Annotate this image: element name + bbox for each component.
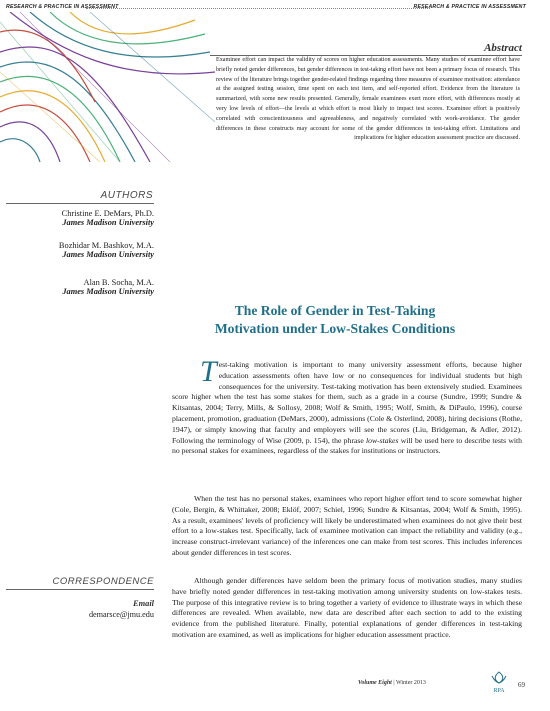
body-paragraph-1 — [172, 355, 522, 457]
author-name: Christine E. DeMars, Ph.D. — [61, 209, 154, 218]
footer-issue: Winter 2013 — [395, 680, 426, 686]
running-head-right: RESEARCH & PRACTICE IN ASSESSMENT — [413, 4, 526, 10]
author-3 — [0, 278, 154, 296]
running-head-left: RESEARCH & PRACTICE IN ASSESSMENT — [6, 4, 119, 10]
drop-cap: T — [200, 355, 217, 388]
body-paragraph-3: Although gender differences have seldom been the primary focus of motivation studies, many studies have briefly noted gender differences in test-taking motivation among university students on low-stakes tests. The purpose of this integrative review is to bring together a variety of evidence to illustrate ways in which these differences are revealed. When available, new data are described after each section to add to the existing evidence from the published literature. Finally, potential explanations of gender differences in test-taking motivation are examined, as well as implications for higher education assessment practice. — [172, 576, 522, 639]
author-name: Alan B. Socha, M.A. — [83, 278, 154, 287]
correspondence-heading: CORRESPONDENCE — [52, 576, 154, 587]
abstract-heading: Abstract — [484, 42, 522, 54]
authors-divider — [6, 203, 154, 204]
author-2 — [0, 241, 154, 259]
author-affiliation: James Madison University — [62, 250, 154, 259]
paragraph-1-text-end: will be used here to describe tests with no personal stakes for examinees, regardless of the stakes for institutions or instructors. — [172, 435, 522, 456]
body-paragraph-2: When the test has no personal stakes, examinees who report higher effort tend to score somewhat higher (Cole, Bergin, & Whittaker, 2008; Eklöf, 2007; Schiel, 1996; Sundre & Kitsantas, 2004; Wolf & Smith, 1995). As a result, examinees' levels of proficiency will likely be underestimated when examinees do not give their best effort to a low-stakes test. Specifically, lack of examinee motivation can impact the reliability and validity (e.g., increase construct-irrelevant variance) of the inferences one can make from test scores. This includes inferences about gender differences in test scores. — [172, 494, 522, 557]
authors-heading: AUTHORS — [100, 190, 153, 201]
footer-issue-info — [358, 680, 426, 686]
author-affiliation: James Madison University — [62, 287, 154, 296]
decorative-swirl-art — [0, 12, 215, 162]
article-title — [150, 302, 520, 338]
page-number: 69 — [518, 681, 525, 689]
article-title-line-1: The Role of Gender in Test-Taking — [234, 303, 436, 318]
footer-volume: Volume Eight — [358, 680, 392, 686]
author-name: Bozhidar M. Bashkov, M.A. — [58, 241, 154, 250]
rpa-logo-text: RPA — [493, 688, 505, 694]
paragraph-1-text: est-taking motivation is important to many university assessment efforts, because higher education assessments often have low or no consequences for individual students but high consequences for the university. Test-taking motivation has been extensively studied. Examinees score higher when the test has some stakes for them, such as a grade in a course (Sundre, 1999; Sundre & Kitsantas, 2004; Terry, Mills, & Sollosy, 2008; Wolf & Smith, 1995; Wolf, Smith, & DiPaulo, 1996), course placement, promotion, graduation (DeMars, 2000), admissions (Cole & Osterlind, 2008), hiring decisions (Rothe, 1947), or simply knowing that faculty and employers will see the scores (Liu, Bridgeman, & Adler, 2012). Following the terminology of Wise (2009, p. 154), the phrase — [172, 360, 522, 445]
paragraph-1-italic-term: low-stakes — [366, 435, 399, 445]
email-label: Email — [133, 599, 154, 608]
correspondence-divider — [6, 589, 154, 590]
article-title-line-2: Motivation under Low-Stakes Conditions — [214, 321, 456, 336]
abstract-text: Examinee effort can impact the validity of scores on higher education assessments. Many studies of examinee effort have briefly noted gender differences, but gender differences in test-taking effort have not been a primary focus of research. This review of the literature brings together gender-related findings regarding three measures of examinee motivation: attendance at the assigned testing session, time spent on each test item, and self-reported effort. Evidence from the literature is summarized, with some new results presented. Generally, female examinees exert more effort, with differences mostly at very low levels of effort—the levels at which effort is most likely to impact test scores. Examinee effort is positively correlated with conscientiousness and agreeableness, and negatively correlated with work-avoidance. The gender differences in these constructs may account for some of the gender differences in test-taking effort. Limitations and implications for higher education assessment practice are discussed. — [216, 57, 520, 142]
footer-separator: | — [391, 680, 396, 686]
author-affiliation: James Madison University — [62, 218, 154, 227]
rpa-logo-icon — [488, 670, 510, 696]
email-address[interactable]: demarsce@jmu.edu — [88, 610, 154, 619]
author-1 — [0, 209, 154, 227]
running-head-dotted-rule — [86, 8, 430, 9]
